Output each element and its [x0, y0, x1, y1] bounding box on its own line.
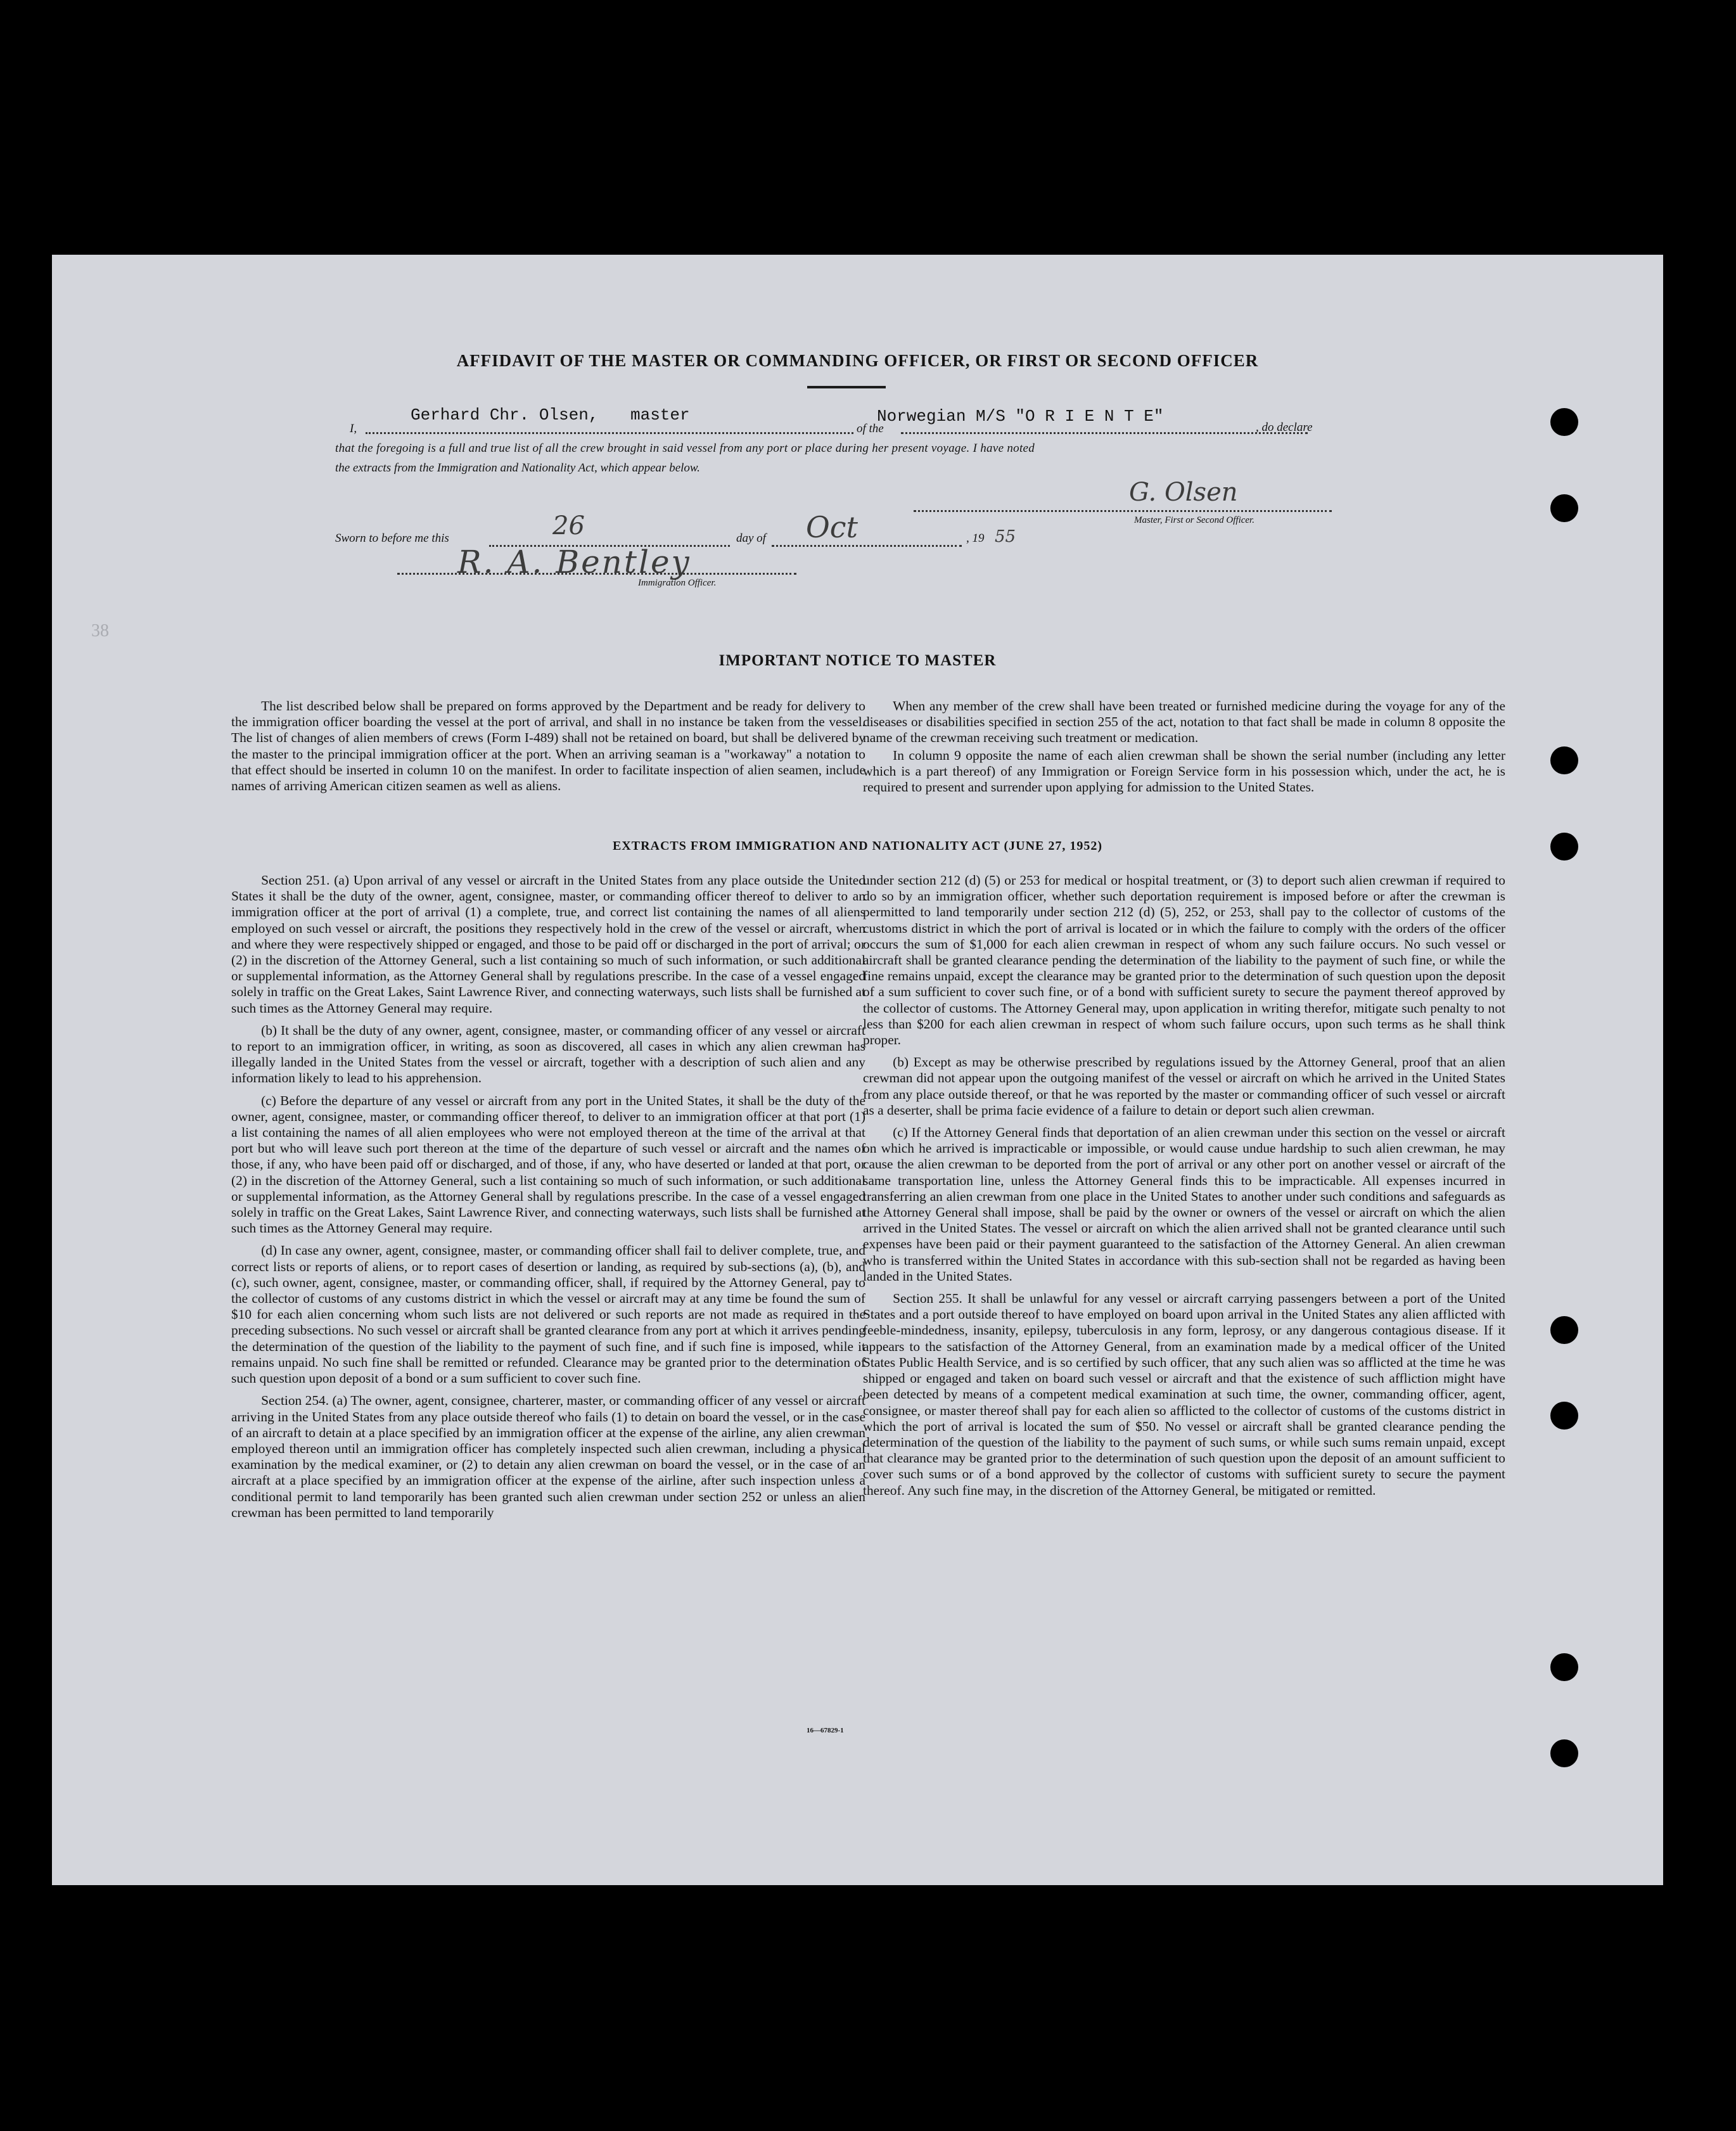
- officer-signature-line: [397, 573, 796, 575]
- punch-hole: [1550, 1402, 1578, 1430]
- section-paragraph: Section 254. (a) The owner, agent, consignee, charterer, master, or commanding officer of any vessel or aircraft arriving in the United States from any place outside thereof who fails (1) to detain on board the vessel, or in the case of an aircraft to detain at a place specified by an immigration officer at the expense of the airline, any alien crewman employed thereon until an immigration officer has completely inspected such alien crewman, including a physical examination by the medical examiner, or (2) to detain any alien crewman on board the vessel, or in the case of an aircraft at a place specified by an immigration officer at the expense of the airline, after such inspection unless a conditional permit to land temporarily has been granted such alien crewman under section 252 or unless an alien crewman has been permitted to land temporarily: [231, 1393, 865, 1520]
- master-signature: G. Olsen: [1129, 478, 1238, 507]
- master-caption: Master, First or Second Officer.: [1134, 515, 1254, 525]
- day-of-label: day of: [736, 532, 766, 545]
- sworn-month-line: [772, 545, 962, 547]
- affidavit-title: AFFIDAVIT OF THE MASTER OR COMMANDING OFFICER, OR FIRST OR SECOND OFFICER: [456, 351, 1259, 370]
- sworn-label: Sworn to before me this: [335, 532, 449, 545]
- punch-hole: [1550, 408, 1578, 436]
- extracts-title: EXTRACTS FROM IMMIGRATION AND NATIONALITY ACT (JUNE 27, 1952): [612, 839, 1103, 853]
- section-paragraph: (b) Except as may be otherwise prescribed by regulations issued by the Attorney General, proof that an alien crewman did not appear upon the outgoing manifest of the vessel or aircraft on which he arrived in the United States from any place outside thereof, or that he was reported by the master or commanding officer of such vessel or aircraft as a deserter, shall be prima facie evidence of a failure to detain or deport such alien crewman.: [863, 1054, 1505, 1118]
- officer-signature: R. A. Bentley: [457, 544, 691, 580]
- i-label: I,: [350, 422, 357, 435]
- punch-hole: [1550, 1316, 1578, 1344]
- master-name: Gerhard Chr. Olsen,: [411, 406, 599, 425]
- section-paragraph: (c) Before the departure of any vessel or aircraft from any port in the United States, it shall be the duty of the owner, agent, consignee, master, or commanding officer thereof, to deliver to an immigration officer at that port (1) a list containing the names of all alien employees who were not employed thereon at the time of the arrival at that port but who will leave such port thereon at the time of the departure of such vessel or aircraft and the names of those, if any, who have been paid off or discharged, and of those, if any, who have deserted or landed at that port, or (2) in the discretion of the Attorney General, such a list containing so much of such information, or such additional or supplemental information, as the Attorney General shall by regulations prescribe. In the case of a vessel engaged solely in traffic on the Great Lakes, Saint Lawrence River, and connecting waterways, such lists shall be furnished at such times as the Attorney General may require.: [231, 1092, 865, 1236]
- form-number: 16—67829-1: [807, 1727, 844, 1734]
- notice-title: IMPORTANT NOTICE TO MASTER: [718, 652, 997, 669]
- of-the-label: of the: [857, 422, 884, 435]
- master-name-line: [366, 432, 853, 434]
- section-paragraph: (b) It shall be the duty of any owner, agent, consignee, master, or commanding officer of any vessel or aircraft to report to an immigration officer, in writing, as soon as discovered, all cases in which any alien crewman has illegally landed in the United States from the vessel or aircraft, together with a description of such alien and any information likely to lead to his apprehension.: [231, 1022, 865, 1086]
- year-prefix: , 19: [966, 532, 985, 545]
- section-paragraph: (d) In case any owner, agent, consignee, master, or commanding officer shall fail to deliver complete, true, and correct lists or reports of aliens, or to report cases of desertion or landing, as required by sub-sections (a), (b), and (c), such owner, agent, consignee, master, or commanding officer, shall, if required by the Attorney General, pay to the collector of customs of any customs district in which the vessel or aircraft may at any time be found the sum of $10 for each alien concerning whom such lists are not delivered or such reports are not made as required in the preceding subsections. No such vessel or aircraft shall be granted clearance from any port at which it arrives pending the determination of the question of the liability to the payment of such fine, and if such fine is imposed, while it remains unpaid. No such fine shall be remitted or refunded. Clearance may be granted prior to the determination of such question upon deposit of a bond or a sum sufficient to cover such fine.: [231, 1243, 865, 1386]
- sworn-month: Oct: [806, 510, 858, 544]
- declaration-line-2: the extracts from the Immigration and Nationality Act, which appear below.: [335, 461, 700, 475]
- punch-hole: [1550, 833, 1578, 861]
- extracts-right-column: [863, 873, 1505, 1505]
- extracts-left-column: [231, 873, 865, 1527]
- vessel-line: [901, 432, 1308, 434]
- declaration-line-1: that the foregoing is a full and true list of all the crew brought in said vessel from any port or place during her present voyage. I have noted: [335, 442, 1035, 455]
- title-divider: [807, 386, 886, 388]
- sworn-year: 55: [995, 527, 1016, 546]
- section-paragraph: under section 212 (d) (5) or 253 for medical or hospital treatment, or (3) to deport such alien crewman if required to do so by an immigration officer, whether such deportation requirement is imposed before or after the crewman is permitted to land temporarily under section 212 (d) (5), 252, or 253, shall pay to the collector of customs of the customs district in which the port of arrival is located or in which the failure to comply with the orders of the officer occurs the sum of $1,000 for each alien crewman in respect of whom any such failure occurs. No such vessel or aircraft shall be granted clearance pending the determination of the liability to the payment of such fine, or while the fine remains unpaid, except the clearance may be granted prior to the determination of such question upon the deposit of a sum sufficient to cover such fine, or of a bond with sufficient surety to secure the payment thereof approved by the collector of customs. The Attorney General may, upon application in writing therefor, mitigate such penalty to not less than $200 for each alien crewman in respect of whom such failure occurs, upon such terms as he shall think proper.: [863, 873, 1505, 1048]
- form-page: [52, 255, 1663, 1885]
- notice-left-column: [231, 698, 865, 800]
- section-paragraph: Section 255. It shall be unlawful for any vessel or aircraft carrying passengers between a port of the United States and a port outside thereof to have employed on board upon arrival in the United States any alien afflicted with feeble-mindedness, insanity, epilepsy, tuberculosis in any form, leprosy, or any dangerous contagious disease. If it appears to the satisfaction of the Attorney General, from an examination made by a medical officer of the United States Public Health Service, and is so certified by such officer, that any such alien was so afflicted at the time he was shipped or engaged and taken on board such vessel or aircraft and that the existence of such affliction might have been detected by means of a competent medical examination at such time, the owner, commanding officer, agent, consignee, or master thereof shall pay for each alien so afflicted to the collector of customs of the customs district in which the port of arrival is located the sum of $50. No vessel or aircraft shall be granted clearance pending the determination of the question of the liability to the payment of such sums, or while such sums remain unpaid, except that clearance may be granted prior to the determination of such question upon the deposit of an amount sufficient to cover such sums or of a bond approved by the collector of customs with sufficient surety to secure the payment thereof. Any such fine may, in the discretion of the Attorney General, be mitigated or remitted.: [863, 1291, 1505, 1498]
- notice-right-column: [863, 698, 1505, 802]
- officer-caption: Immigration Officer.: [638, 578, 717, 588]
- master-signature-line: [914, 510, 1332, 512]
- section-paragraph: (c) If the Attorney General finds that deportation of an alien crewman under this section on the vessel or aircraft on which he arrived is impracticable or impossible, or would cause undue hardship to such alien crewman, he may cause the alien crewman to be deported from the port of arrival or any other port on another vessel or aircraft of the same transportation line, unless the Attorney General finds this to be impracticable. All expenses incurred in transferring an alien crewman from one place in the United States to another under such conditions and safeguards as the Attorney General shall impose, shall be paid by the owner or owners of the vessel or aircraft on which the alien arrived in the United States. The vessel or aircraft on which the alien arrived shall not be granted clearance until such expenses have been paid or their payment guaranteed to the satisfaction of the Attorney General. An alien crewman who is transferred within the United States in accordance with this sub-section shall not be regarded as having been landed in the United States.: [863, 1125, 1505, 1284]
- notice-paragraph: The list described below shall be prepared on forms approved by the Department and be ready for delivery to the immigration officer boarding the vessel at the port of arrival, and shall in no instance be taken from the vessel. The list of changes of alien members of crews (Form I-489) shall not be retained on board, but shall be delivered by the master to the principal immigration officer at the port. When an arriving seaman is a "workaway" a notation to that effect should be inserted in column 10 on the manifest. In order to facilitate inspection of alien seamen, include names of arriving American citizen seamen as well as aliens.: [231, 698, 865, 794]
- do-declare-label: , do declare: [1256, 421, 1313, 434]
- punch-hole: [1550, 494, 1578, 522]
- punch-hole: [1550, 746, 1578, 774]
- punch-hole: [1550, 1739, 1578, 1767]
- notice-paragraph: In column 9 opposite the name of each alien crewman shall be shown the serial number (including any letter which is a part thereof) of any Immigration or Foreign Service form in his possession which, under the act, he is required to present and surrender upon applying for admission to the United States.: [863, 747, 1505, 795]
- sworn-day: 26: [552, 511, 585, 541]
- margin-mark: 38: [91, 621, 109, 641]
- master-rank: master: [630, 406, 690, 425]
- punch-hole: [1550, 1653, 1578, 1681]
- notice-paragraph: When any member of the crew shall have been treated or furnished medicine during the voyage for any of the diseases or disabilities specified in section 255 of the act, notation to that fact shall be made in column 8 opposite the name of the crewman receiving such treatment or medication.: [863, 698, 1505, 746]
- vessel-name: Norwegian M/S "O R I E N T E": [877, 407, 1164, 426]
- section-paragraph: Section 251. (a) Upon arrival of any vessel or aircraft in the United States from any place outside the United States it shall be the duty of the owner, agent, consignee, master, or commanding officer thereof to deliver to an immigration officer at the port of arrival (1) a complete, true, and correct list containing the names of all aliens employed on such vessel or aircraft, the positions they respectively hold in the crew of the vessel or aircraft, when and where they were respectively shipped or engaged, and those to be paid off or discharged in the port of arrival; or (2) in the discretion of the Attorney General, such a list containing so much of such information, or such additional or supplemental information, as the Attorney General shall by regulations prescribe. In the case of a vessel engaged solely in traffic on the Great Lakes, Saint Lawrence River, and connecting waterways, such lists shall be furnished at such times as the Attorney General may require.: [231, 873, 865, 1016]
